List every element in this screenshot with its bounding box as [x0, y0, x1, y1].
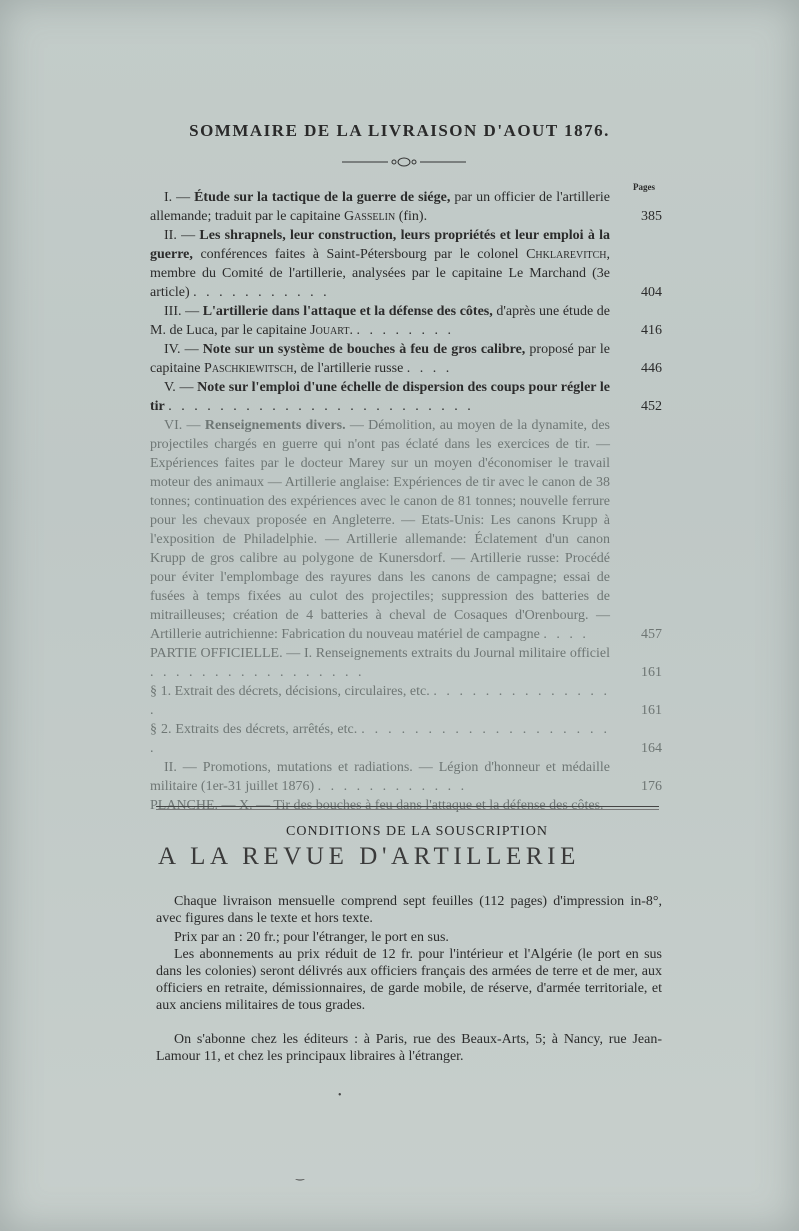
entry-number: III. —	[164, 304, 200, 319]
leader-dots: . . . . . . . .	[356, 323, 454, 338]
entry-suffix: , membre du Comité de l'artillerie, analysées par le capitaine Le Marchand (3e article)	[150, 247, 611, 300]
entry-page: 161	[641, 703, 662, 718]
entry-text: conférences faites à Saint-Pétersbourg par le colonel	[200, 247, 519, 262]
conditions-title: CONDITIONS DE LA SOUSCRIPTION	[286, 824, 548, 839]
divider-line	[156, 809, 659, 810]
ornament-divider	[342, 156, 466, 168]
entry-author: Paschkiewitsch	[204, 361, 294, 376]
entry-page: 446	[641, 361, 662, 376]
entry-text: — Démolition, au moyen de la dynamite, des projectiles chargés en guerre qui n'ont pas éclaté dans les exercices de tir. — Expériences faites par le docteur Marey sur un moyen d'économiser le travail moteur des animaux — Artillerie anglaise: Expériences de tir avec le canon de 38 tonnes; continuation des expériences avec le canon de 81 tonnes; nouvelle ferrure pour les chevaux proposée en Angleterre. — Etats-Unis: Les canons Krupp à l'exposition de Philadelphie. — Artillerie allemande: Éclatement d'un canon Krupp de gros calibre au polygone de Kunersdorf. — Artillerie russe: Procédé pour éviter l'emplombage des rayures dans les canons de campagne; essai de fusées à temps fixées au culot des projectiles; suppression des batteries de mitrailleuses; création de 4 batteries à cheval de Cosaques d'Orenbourg. — Artillerie autrichienne: Fabrication du nouveau matériel de campagne	[150, 418, 610, 642]
entry-suffix: , de l'artillerie russe	[293, 361, 404, 376]
entry-author: Gasselin	[343, 209, 396, 224]
toc-entry-9	[150, 720, 662, 758]
toc-entry-6	[150, 416, 662, 644]
toc-entry-4	[150, 340, 662, 378]
paragraph-text: Les abonnements au prix réduit de 12 fr. pour l'intérieur et l'Algérie (le port en sus dans les colonies) seront délivrés aux officiers français des armées de terre et de mer, aux officiers en retraite, démissionnaires, de garde mobile, de réserve, d'armée territoriale, et aux anciens militaires de tous grades.	[156, 947, 662, 1013]
entry-number: V. —	[164, 380, 194, 395]
entry-text: par un officier de l'artillerie allemande; traduit par le capitaine	[150, 190, 611, 224]
entry-page: 161	[641, 665, 662, 680]
entry-number: I. —	[164, 190, 191, 205]
entry-text: § 2. Extraits des décrets, arrêtés, etc.	[150, 722, 358, 737]
toc-entry-8	[150, 682, 662, 720]
entry-number: VI. —	[164, 418, 201, 433]
entry-text: proposé par le capitaine	[150, 342, 610, 376]
entry-text: § 1. Extrait des décrets, décisions, circulaires, etc.	[150, 684, 430, 699]
leader-dots: . . . . . . . . . . . . . . . . . . . . . . . .	[168, 399, 474, 414]
ink-speck: ‿	[296, 1170, 305, 1181]
entry-author: Jouart	[310, 323, 350, 338]
entry-title: Note sur un système de bouches à feu de gros calibre,	[202, 342, 526, 357]
toc-entry-3	[150, 302, 662, 340]
leader-dots: . . . . . . . . . . .	[193, 285, 330, 300]
paragraph-1	[156, 893, 662, 927]
toc-entry-5	[150, 378, 662, 416]
entry-page: 164	[641, 741, 662, 756]
entry-page: 416	[641, 323, 662, 338]
entry-suffix: (fin).	[398, 209, 428, 224]
table-of-contents	[150, 188, 662, 815]
entry-page: 176	[641, 779, 662, 794]
leader-dots: . . . . . . . . . . . . . . .	[150, 684, 611, 718]
entry-title: Renseignements divers.	[204, 418, 346, 433]
entry-text: Promotions, mutations et radiations. — Légion d'honneur et médaille militaire (1er-31 juillet 1876)	[150, 760, 610, 794]
entry-text: d'après une étude de M. de Luca, par le capitaine	[150, 304, 610, 338]
leader-dots: . . . . . . . . . . . . . . . . . . . .	[150, 722, 610, 756]
entry-number: II. —	[164, 228, 196, 243]
entry-title: Étude sur la tactique de la guerre de siége,	[194, 190, 451, 205]
toc-entry-2	[150, 226, 662, 302]
leader-dots: . . . .	[543, 627, 589, 642]
entry-title: Note sur l'emploi d'une échelle de dispersion des coups pour régler le tir	[150, 380, 611, 414]
entry-title: L'artillerie dans l'attaque et la défense des côtes,	[202, 304, 493, 319]
divider-line	[156, 806, 659, 807]
entry-suffix: .	[349, 323, 353, 338]
entry-author: Chklarevitch	[526, 247, 607, 262]
leader-dots: . . . . . . . . . . . .	[317, 779, 468, 794]
toc-entry-7	[150, 644, 662, 682]
paragraph-4	[156, 1031, 662, 1065]
page-heading: SOMMAIRE DE LA LIVRAISON D'AOUT 1876.	[189, 121, 610, 140]
paragraph-text: On s'abonne chez les éditeurs : à Paris, rue des Beaux-Arts, 5; à Nancy, rue Jean-Lamour 11, et chez les principaux libraires à l'étranger.	[156, 1032, 662, 1064]
toc-entry-10	[150, 758, 662, 796]
entry-number: IV. —	[164, 342, 199, 357]
pages-column-label: Pages	[633, 182, 655, 192]
entry-title: Les shrapnels, leur construction, leurs propriétés et leur emploi à la guerre,	[150, 228, 611, 262]
revue-title: A LA REVUE D'ARTILLERIE	[158, 843, 580, 870]
entry-page: 452	[641, 399, 662, 414]
leader-dots: . . . .	[406, 361, 453, 376]
ink-speck: •	[338, 1090, 342, 1101]
entry-text: PARTIE OFFICIELLE. — I. Renseignements extraits du Journal militaire officiel	[150, 646, 610, 661]
toc-entry-1	[150, 188, 662, 226]
paragraph-text: Prix par an : 20 fr.; pour l'étranger, le port en sus.	[174, 930, 449, 945]
paragraph-2	[156, 929, 662, 946]
entry-page: 385	[641, 209, 662, 224]
entry-number: II. —	[164, 760, 197, 775]
entry-text: PLANCHE. — X. — Tir des bouches à feu dans l'attaque et la défense des côtes.	[150, 798, 604, 813]
paragraph-3	[156, 946, 662, 1014]
entry-page: 457	[641, 627, 662, 642]
leader-dots: . . . . . . . . . . . . . . . . .	[150, 665, 365, 680]
entry-page: 404	[641, 285, 662, 300]
paragraph-text: Chaque livraison mensuelle comprend sept feuilles (112 pages) d'impression in-8°, avec figures dans le texte et hors texte.	[156, 894, 662, 926]
